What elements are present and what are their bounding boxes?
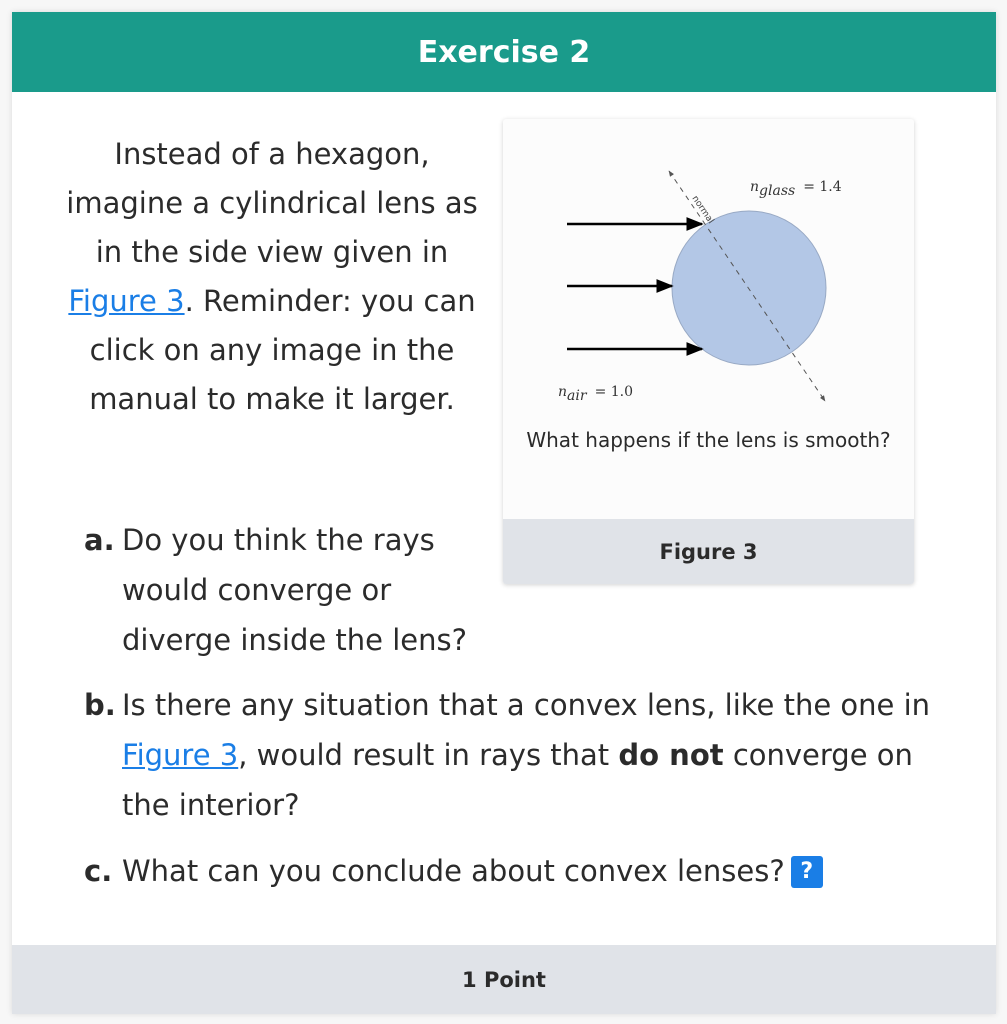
question-b-bold: do not	[618, 738, 724, 772]
figure-label: Figure 3	[503, 519, 914, 584]
normal-label: normal	[689, 194, 716, 226]
question-b-text-3: converge on the interior?	[122, 738, 913, 822]
figure-caption: What happens if the lens is smooth?	[526, 428, 891, 452]
exercise-card	[12, 12, 996, 1014]
question-b-text-2: , would result in rays that	[238, 738, 619, 772]
question-c-letter: c.	[84, 854, 113, 888]
question-a-text: Do you think the rays would converge or diverge inside the lens?	[122, 523, 468, 657]
n-air-subscript: air	[567, 388, 587, 404]
n-air-symbol: n	[558, 384, 568, 400]
n-glass-subscript: glass	[759, 183, 796, 199]
intro-text-after: . Reminder: you can click on any image in the manual to make it larger.	[89, 284, 476, 416]
n-glass-value: = 1.4	[803, 179, 842, 195]
question-c	[84, 846, 964, 896]
question-b-text	[122, 680, 964, 830]
figure-3-link-b[interactable]: Figure 3	[122, 738, 239, 772]
question-b-letter: b.	[84, 688, 116, 722]
intro-text-before: Instead of a hexagon, imagine a cylindrical lens as in the side view given in	[66, 137, 478, 269]
figure-3[interactable]	[503, 119, 914, 584]
question-c-text: What can you conclude about convex lenses?	[122, 854, 785, 888]
intro-paragraph	[52, 130, 492, 424]
exercise-title: Exercise 2	[12, 12, 996, 92]
question-b	[84, 680, 964, 830]
points-footer: 1 Point	[12, 945, 996, 1014]
n-glass-label	[750, 179, 842, 199]
n-air-label	[558, 384, 633, 404]
help-button[interactable]: ?	[791, 856, 823, 888]
lens-circle	[672, 211, 826, 365]
figure-3-link[interactable]: Figure 3	[68, 284, 185, 318]
question-c-text-wrap	[122, 846, 964, 896]
question-a	[84, 515, 504, 665]
n-glass-symbol: n	[750, 179, 760, 195]
question-b-text-1: Is there any situation that a convex lens, like the one in	[122, 688, 931, 722]
n-air-value: = 1.0	[594, 384, 634, 400]
lens-diagram[interactable]	[555, 163, 857, 408]
question-a-letter: a.	[84, 523, 115, 557]
